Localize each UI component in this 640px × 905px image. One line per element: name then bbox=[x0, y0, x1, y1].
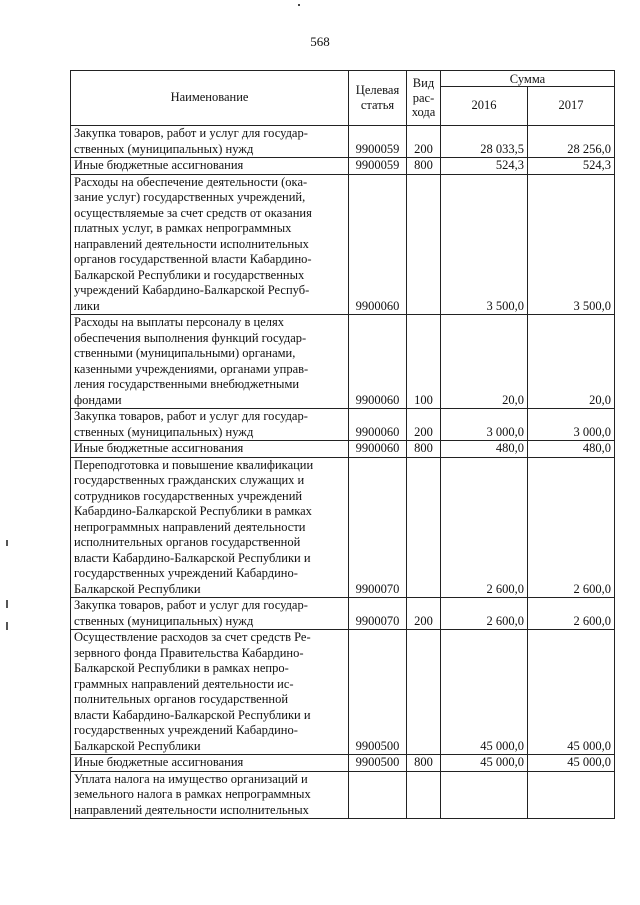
row-amount-2016-cell: 3 000,0 bbox=[441, 409, 528, 441]
row-target-article-cell: 9900060 bbox=[349, 174, 407, 315]
table-row bbox=[71, 126, 615, 158]
row-target-article-cell: 9900060 bbox=[349, 441, 407, 458]
row-target-article-cell: 9900059 bbox=[349, 158, 407, 175]
row-name-cell: Закупка товаров, работ и услуг для государ- ственных (муниципальных) нужд bbox=[71, 126, 349, 158]
row-target-article-cell: 9900059 bbox=[349, 126, 407, 158]
row-amount-2017-cell: 480,0 bbox=[528, 441, 615, 458]
table-row bbox=[71, 771, 615, 819]
row-amount-2017-cell: 3 500,0 bbox=[528, 174, 615, 315]
row-target-article-cell bbox=[349, 771, 407, 819]
row-amount-2016-cell: 524,3 bbox=[441, 158, 528, 175]
row-amount-2017-cell: 45 000,0 bbox=[528, 630, 615, 755]
row-amount-2016-cell: 2 600,0 bbox=[441, 457, 528, 598]
row-amount-2016-cell: 45 000,0 bbox=[441, 630, 528, 755]
row-name-cell: Расходы на выплаты персоналу в целях обеспечения выполнения функций государ- ственными (муниципальными) органами, казенными учреждениями, органами управ- ления государственными внебюджетными фондами bbox=[71, 315, 349, 409]
table-row bbox=[71, 598, 615, 630]
row-amount-2016-cell: 45 000,0 bbox=[441, 755, 528, 772]
row-amount-2016-cell: 3 500,0 bbox=[441, 174, 528, 315]
header-target-article: Целевая статья bbox=[349, 71, 407, 126]
scan-edge-mark bbox=[6, 622, 8, 630]
row-amount-2017-cell: 524,3 bbox=[528, 158, 615, 175]
row-name-cell: Иные бюджетные ассигнования bbox=[71, 755, 349, 772]
budget-table bbox=[70, 70, 615, 819]
scan-edge-mark bbox=[6, 600, 8, 608]
row-amount-2017-cell: 45 000,0 bbox=[528, 755, 615, 772]
row-amount-2016-cell: 2 600,0 bbox=[441, 598, 528, 630]
header-sum: Сумма bbox=[441, 71, 615, 87]
row-target-article-cell: 9900500 bbox=[349, 630, 407, 755]
scan-edge-mark bbox=[6, 540, 8, 546]
row-amount-2017-cell: 3 000,0 bbox=[528, 409, 615, 441]
row-target-article-cell: 9900070 bbox=[349, 457, 407, 598]
header-expense-type: Вид рас- хода bbox=[407, 71, 441, 126]
row-target-article-cell: 9900500 bbox=[349, 755, 407, 772]
table-body bbox=[71, 126, 615, 819]
page-number: 568 bbox=[310, 34, 330, 49]
row-target-article-cell: 9900070 bbox=[349, 598, 407, 630]
row-expense-type-cell bbox=[407, 630, 441, 755]
row-name-cell: Расходы на обеспечение деятельности (ока- зание услуг) государственных учреждений, осуществляемые за счет средств от оказания платных услуг, в рамках непрограммных направлений деятельности исполнительных органов государственной власти Кабардино- Балкарской Республики и государственных учреждений Кабардино-Балкарской Респуб- лики bbox=[71, 174, 349, 315]
table-row bbox=[71, 755, 615, 772]
scan-speck bbox=[298, 4, 300, 6]
row-name-cell: Уплата налога на имущество организаций и земельного налога в рамках непрограммных направлений деятельности исполнительных bbox=[71, 771, 349, 819]
table-row bbox=[71, 409, 615, 441]
row-name-cell: Закупка товаров, работ и услуг для государ- ственных (муниципальных) нужд bbox=[71, 409, 349, 441]
row-name-cell: Осуществление расходов за счет средств Ре- зервного фонда Правительства Кабардино- Балкарской Республики в рамках непро- граммных направлений деятельности ис- полнительных органов государственной власти Кабардино-Балкарской Республики и государственных учреждений Кабардино- Балкарской Республики bbox=[71, 630, 349, 755]
row-name-cell: Иные бюджетные ассигнования bbox=[71, 441, 349, 458]
row-expense-type-cell: 200 bbox=[407, 598, 441, 630]
row-expense-type-cell: 800 bbox=[407, 755, 441, 772]
header-name: Наименование bbox=[71, 71, 349, 126]
row-expense-type-cell bbox=[407, 174, 441, 315]
table-row bbox=[71, 630, 615, 755]
row-name-cell: Закупка товаров, работ и услуг для государ- ственных (муниципальных) нужд bbox=[71, 598, 349, 630]
header-year-2017: 2017 bbox=[528, 87, 615, 126]
row-target-article-cell: 9900060 bbox=[349, 315, 407, 409]
row-amount-2017-cell: 2 600,0 bbox=[528, 598, 615, 630]
row-expense-type-cell bbox=[407, 457, 441, 598]
row-target-article-cell: 9900060 bbox=[349, 409, 407, 441]
row-expense-type-cell: 800 bbox=[407, 441, 441, 458]
row-expense-type-cell: 200 bbox=[407, 126, 441, 158]
row-amount-2016-cell: 20,0 bbox=[441, 315, 528, 409]
header-year-2016: 2016 bbox=[441, 87, 528, 126]
row-amount-2016-cell bbox=[441, 771, 528, 819]
row-name-cell: Переподготовка и повышение квалификации государственных гражданских служащих и сотрудников государственных учреждений Кабардино-Балкарской Республики в рамках непрограммных направлений деятельности исполнительных органов государственной власти Кабардино-Балкарской Республики и государственных учреждений Кабардино- Балкарской Республики bbox=[71, 457, 349, 598]
row-amount-2017-cell: 2 600,0 bbox=[528, 457, 615, 598]
table-row bbox=[71, 457, 615, 598]
row-expense-type-cell: 200 bbox=[407, 409, 441, 441]
table-row bbox=[71, 315, 615, 409]
row-expense-type-cell: 800 bbox=[407, 158, 441, 175]
table-row bbox=[71, 174, 615, 315]
table-header bbox=[71, 71, 615, 126]
row-expense-type-cell bbox=[407, 771, 441, 819]
row-amount-2016-cell: 480,0 bbox=[441, 441, 528, 458]
row-expense-type-cell: 100 bbox=[407, 315, 441, 409]
row-amount-2016-cell: 28 033,5 bbox=[441, 126, 528, 158]
table-row bbox=[71, 441, 615, 458]
row-amount-2017-cell bbox=[528, 771, 615, 819]
table-row bbox=[71, 158, 615, 175]
row-name-cell: Иные бюджетные ассигнования bbox=[71, 158, 349, 175]
row-amount-2017-cell: 20,0 bbox=[528, 315, 615, 409]
row-amount-2017-cell: 28 256,0 bbox=[528, 126, 615, 158]
